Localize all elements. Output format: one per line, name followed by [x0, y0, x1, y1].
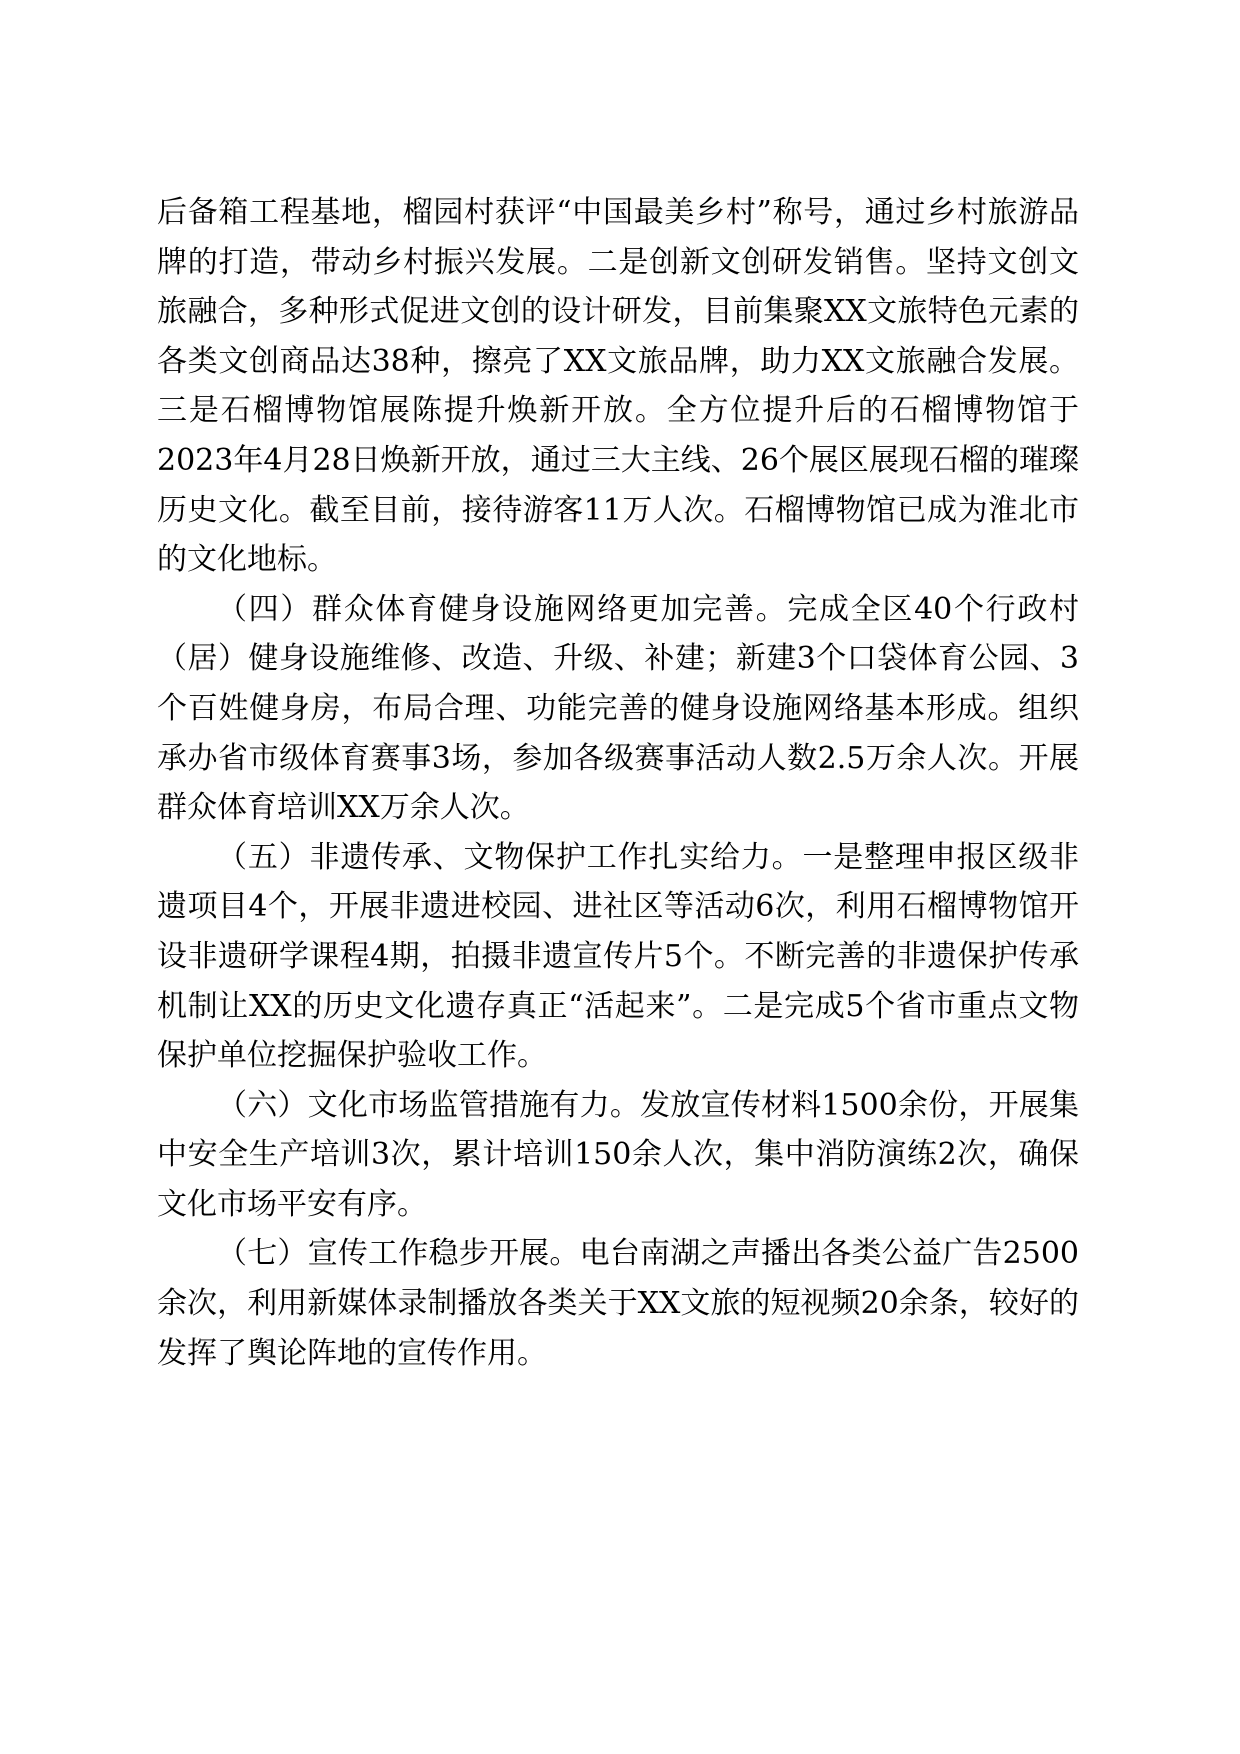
paragraph-text: 后备箱工程基地，榴园村获评“中国最美乡村”称号，通过乡村旅游品牌的打造，带动乡村振兴发展。二是创新文创研发销售。坚持文创文旅融合，多种形式促进文创的设计研发，目前集聚XX文旅特色元素的各类文创商品达38种，擦亮了XX文旅品牌，助力XX文旅融合发展。三是石榴博物馆展陈提升焕新开放。全方位提升后的石榴博物馆于2023年4月28日焕新开放，通过三大主线、26个展区展现石榴的璀璨历史文化。截至目前，接待游客11万人次。石榴博物馆已成为淮北市的文化地标。	[157, 195, 1079, 578]
paragraph-text: 电台南湖之声播出各类公益广告2500余次，利用新媒体录制播放各类关于XX文旅的短视频20余条，较好的发挥了舆论阵地的宣传作用。	[157, 1236, 1079, 1371]
paragraph-text: 完成全区40个行政村（居）健身设施维修、改造、升级、补建；新建3个口袋体育公园、3个百姓健身房，布局合理、功能完善的健身设施网络基本形成。组织承办省市级体育赛事3场，参加各级赛事活动人数2.5万余人次。开展群众体育培训XX万余人次。	[157, 591, 1079, 826]
section-heading: （六）文化市场监管措施有力。	[217, 1087, 641, 1123]
paragraph-market-supervision	[157, 1081, 1079, 1230]
section-heading: （五）非遗传承、文物保护工作扎实给力。	[217, 839, 803, 875]
section-heading: （七）宣传工作稳步开展。	[217, 1236, 580, 1272]
paragraph-heritage	[157, 833, 1079, 1081]
paragraph-continuation	[157, 188, 1079, 585]
paragraph-sports-facilities	[157, 585, 1079, 833]
section-heading: （四）群众体育健身设施网络更加完善。	[217, 591, 788, 627]
paragraph-publicity	[157, 1229, 1079, 1378]
paragraph-text: 发放宣传材料1500余份，开展集中安全生产培训3次，累计培训150余人次，集中消防演练2次，确保文化市场平安有序。	[157, 1087, 1079, 1222]
paragraph-text: 一是整理申报区级非遗项目4个，开展非遗进校园、进社区等活动6次，利用石榴博物馆开设非遗研学课程4期，拍摄非遗宣传片5个。不断完善的非遗保护传承机制让XX的历史文化遗存真正“活起来”。二是完成5个省市重点文物保护单位挖掘保护验收工作。	[157, 839, 1080, 1074]
body-text	[157, 188, 1079, 1378]
